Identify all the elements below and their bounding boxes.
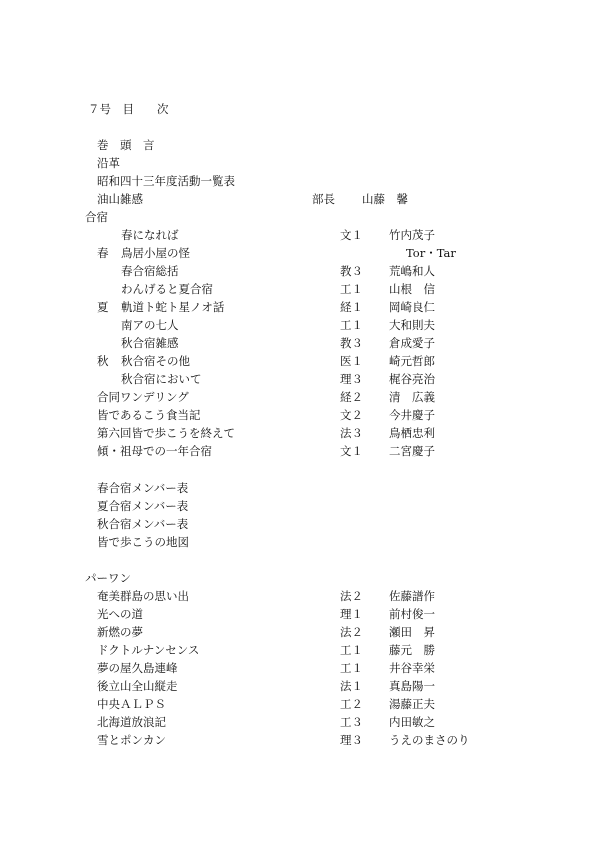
entry-title: 光への道 xyxy=(97,607,143,621)
entry-title: 夏合宿メンバー表 xyxy=(97,499,189,513)
entry-affiliation: 経１ xyxy=(340,300,363,314)
entry-title: 中央ＡＬＰＳ xyxy=(97,697,166,711)
entry-author: 荒嶋和人 xyxy=(389,264,435,278)
list-item xyxy=(0,624,600,640)
entry-author: Tor・Tar xyxy=(406,246,456,260)
section-heading-label: パーワン xyxy=(85,571,131,585)
entry-affiliation: 医１ xyxy=(340,354,363,368)
entry-title: 鳥居小屋の怪 xyxy=(121,246,190,260)
entry-title: 奄美群島の思い出 xyxy=(97,589,189,603)
entry-author: 梶谷亮治 xyxy=(389,372,435,386)
entry-title: 沿革 xyxy=(97,156,120,170)
entry-author: うえのまさのり xyxy=(389,733,470,747)
entry-author: 真島陽一 xyxy=(389,679,435,693)
entry-author: 内田敏之 xyxy=(389,715,435,729)
entry-title: 傾・祖母での一年合宿 xyxy=(97,444,212,458)
entry-title: 油山雑感 xyxy=(97,192,143,206)
entry-author: 前村俊一 xyxy=(389,607,435,621)
list-item xyxy=(0,245,600,261)
entry-author: 佐藤譜作 xyxy=(389,589,435,603)
entry-title: 夢の屋久島連峰 xyxy=(97,661,178,675)
entry-title: 春合宿総括 xyxy=(121,264,179,278)
entry-title: 雪とポンカン xyxy=(97,733,166,747)
entry-author: 大和則夫 xyxy=(389,318,435,332)
list-item xyxy=(0,137,600,153)
list-item xyxy=(0,281,600,297)
list-item xyxy=(0,588,600,604)
entry-author: 今井慶子 xyxy=(389,408,435,422)
list-item xyxy=(0,335,600,351)
entry-affiliation: 工３ xyxy=(340,715,363,729)
entry-affiliation: 理３ xyxy=(340,372,363,386)
section-heading xyxy=(0,570,600,586)
entry-author: 二宮慶子 xyxy=(389,444,435,458)
entry-affiliation: 工２ xyxy=(340,697,363,711)
season-label: 春 xyxy=(97,246,109,260)
list-item xyxy=(0,498,600,514)
section-heading-label: 合宿 xyxy=(85,210,108,224)
entry-affiliation: 理３ xyxy=(340,733,363,747)
entry-affiliation: 法２ xyxy=(340,625,363,639)
entry-author: 瀬田 昇 xyxy=(389,625,435,639)
list-item xyxy=(0,480,600,496)
entry-title: 軌道ト蛇ト星ノオ話 xyxy=(121,300,225,314)
entry-affiliation: 教３ xyxy=(340,336,363,350)
entry-affiliation: 理１ xyxy=(340,607,363,621)
list-item xyxy=(0,425,600,441)
entry-title: 後立山全山縦走 xyxy=(97,679,178,693)
entry-affiliation: 工１ xyxy=(340,661,363,675)
list-item xyxy=(0,732,600,748)
list-item xyxy=(0,516,600,532)
entry-affiliation: 法１ xyxy=(340,679,363,693)
entry-affiliation: 経２ xyxy=(340,390,363,404)
list-item xyxy=(0,606,600,622)
entry-author: 藤元 勝 xyxy=(389,643,435,657)
entry-title: 皆で歩こうの地図 xyxy=(97,535,189,549)
entry-author: 倉成愛子 xyxy=(389,336,435,350)
entry-author: 井谷幸栄 xyxy=(389,661,435,675)
list-item xyxy=(0,660,600,676)
list-item xyxy=(0,389,600,405)
entry-author: 鳥栖忠利 xyxy=(389,426,435,440)
entry-author: 湯藤正夫 xyxy=(389,697,435,711)
list-item xyxy=(0,299,600,315)
list-item xyxy=(0,534,600,550)
entry-role: 部長 xyxy=(312,192,335,206)
entry-affiliation: 工１ xyxy=(340,282,363,296)
page-title: ７号 目 次 xyxy=(88,102,169,116)
entry-title: 新燃の夢 xyxy=(97,625,143,639)
list-item xyxy=(0,191,600,207)
entry-affiliation: 工１ xyxy=(340,643,363,657)
list-item xyxy=(0,353,600,369)
entry-title: 昭和四十三年度活動一覧表 xyxy=(97,174,235,188)
entry-title: 春になれば xyxy=(121,228,179,242)
entry-title: 合同ワンデリング xyxy=(97,390,189,404)
entry-title: 北海道放浪記 xyxy=(97,715,166,729)
entry-affiliation: 文１ xyxy=(340,228,363,242)
list-item xyxy=(0,263,600,279)
list-item xyxy=(0,317,600,333)
section-heading xyxy=(0,209,600,225)
entry-author: 清 広義 xyxy=(389,390,435,404)
list-item xyxy=(0,714,600,730)
list-item xyxy=(0,642,600,658)
list-item xyxy=(0,173,600,189)
list-item xyxy=(0,371,600,387)
entry-author: 岡崎良仁 xyxy=(389,300,435,314)
entry-title: 巻 頭 言 xyxy=(97,138,155,152)
entry-affiliation: 教３ xyxy=(340,264,363,278)
entry-author: 竹内茂子 xyxy=(389,228,435,242)
entry-author: 崎元哲郎 xyxy=(389,354,435,368)
entry-title: 南アの七人 xyxy=(121,318,179,332)
list-item xyxy=(0,227,600,243)
entry-title: 皆であるこう食当記 xyxy=(97,408,201,422)
entry-affiliation: 工１ xyxy=(340,318,363,332)
list-item xyxy=(0,407,600,423)
entry-author: 山根 信 xyxy=(389,282,435,296)
entry-title: 第六回皆で歩こうを終えて xyxy=(97,426,235,440)
entry-affiliation: 文１ xyxy=(340,444,363,458)
entry-author: 山藤 馨 xyxy=(362,192,408,206)
entry-title: わんげると夏合宿 xyxy=(121,282,213,296)
entry-title: 秋合宿その他 xyxy=(121,354,190,368)
season-label: 夏 xyxy=(97,300,109,314)
entry-affiliation: 文２ xyxy=(340,408,363,422)
entry-affiliation: 法２ xyxy=(340,589,363,603)
list-item xyxy=(0,696,600,712)
list-item xyxy=(0,443,600,459)
entry-title: 秋合宿メンバー表 xyxy=(97,517,189,531)
toc-title-line xyxy=(0,101,600,117)
entry-affiliation: 法３ xyxy=(340,426,363,440)
entry-title: 秋合宿雑感 xyxy=(121,336,179,350)
entry-title: 春合宿メンバー表 xyxy=(97,481,189,495)
list-item xyxy=(0,678,600,694)
entry-title: 秋合宿において xyxy=(121,372,202,386)
season-label: 秋 xyxy=(97,354,109,368)
list-item xyxy=(0,155,600,171)
entry-title: ドクトルナンセンス xyxy=(97,643,200,657)
